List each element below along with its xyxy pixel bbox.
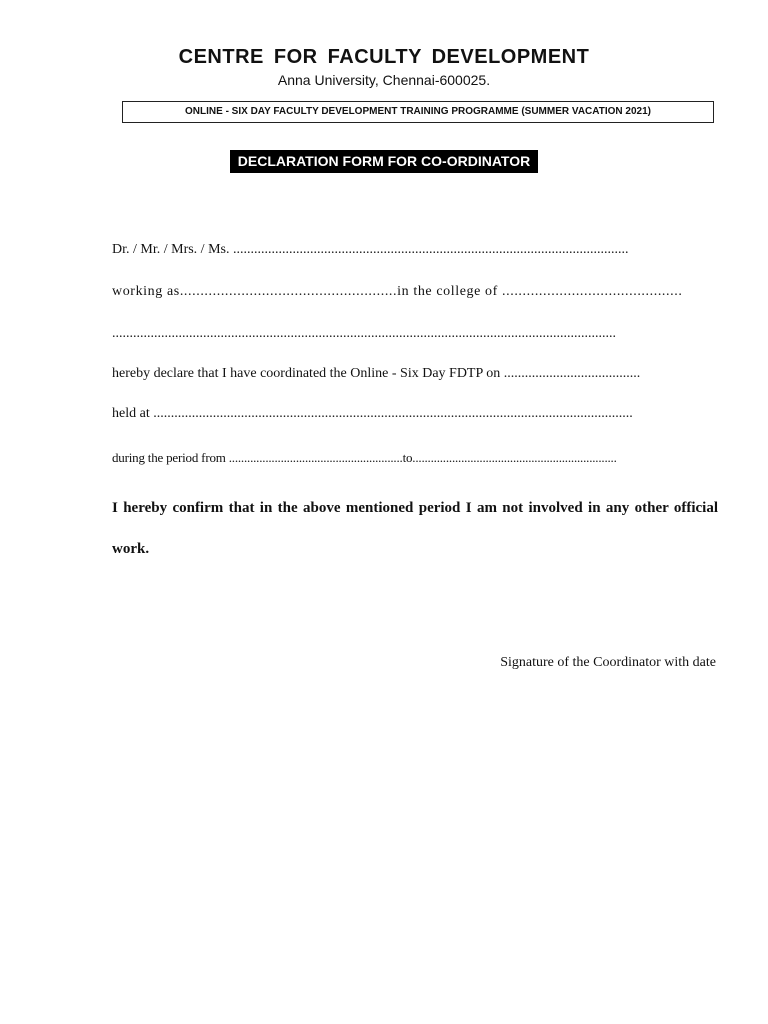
period-to-blank: ................................................................... [412, 450, 617, 465]
college-label: in the college of [397, 284, 503, 299]
form-title: DECLARATION FORM FOR CO-ORDINATOR [230, 150, 538, 173]
period-from-blank: ......................................................... [228, 450, 403, 465]
declare-line [112, 366, 718, 382]
college-blank: ............................................ [502, 284, 683, 299]
venue-blank: ......................................................................................................................................... [153, 406, 633, 421]
period-label: during the period from [112, 450, 229, 465]
fdtp-date-blank: ....................................... [503, 366, 641, 381]
institution-address: Anna University, Chennai-600025. [277, 72, 491, 88]
programme-banner: ONLINE - SIX DAY FACULTY DEVELOPMENT TRAINING PROGRAMME (SUMMER VACATION 2021) [122, 101, 714, 123]
signature-label: Signature of the Coordinator with date [500, 655, 716, 670]
working-line [112, 284, 718, 300]
declare-label: hereby declare that I have coordinated the Online - Six Day FDTP on [112, 366, 504, 381]
form-title-container [0, 150, 768, 173]
page-title: CENTRE FOR FACULTY DEVELOPMENT [178, 46, 590, 68]
designation-blank: ..................................................... [179, 284, 398, 299]
name-label: Dr. / Mr. / Mrs. / Ms. [112, 242, 233, 257]
continuation-line [112, 326, 718, 342]
confirmation-statement: I hereby confirm that in the above mentioned period I am not involved in any other official work. [112, 500, 718, 557]
name-line [112, 242, 718, 258]
period-to-label: to [402, 450, 413, 465]
period-line [112, 450, 718, 466]
held-at-label: held at [112, 406, 154, 421]
name-blank: ................................................................................................................. [232, 242, 629, 257]
continuation-blank: ................................................................................................................................................ [112, 326, 616, 341]
held-at-line [112, 406, 718, 422]
working-label: working as [112, 284, 180, 299]
